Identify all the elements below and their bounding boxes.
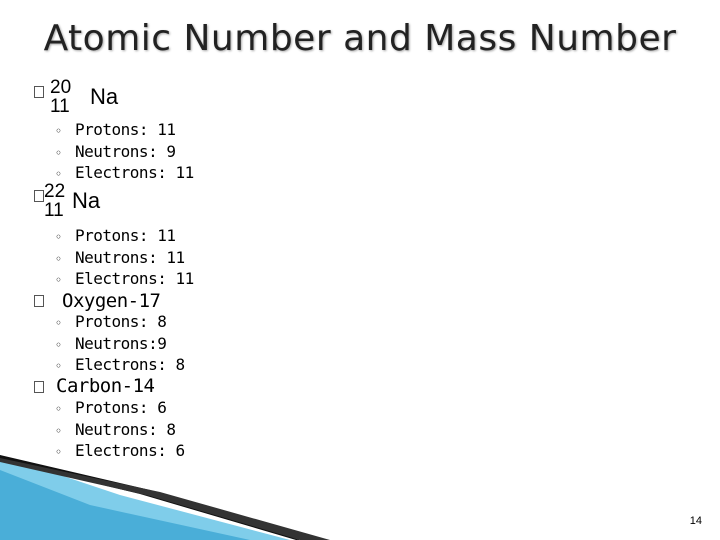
list-item: ◦ Neutrons: 9: [55, 142, 194, 164]
list-item: ◦ Protons: 6: [55, 398, 185, 420]
atomic-number: 11: [44, 200, 64, 221]
list-item: ◦ Protons: 8: [55, 312, 185, 334]
slide-title: Atomic Number and Mass Number: [43, 18, 677, 59]
list-item: ◦ Neutrons: 8: [55, 420, 185, 442]
list-item: ◦ Electrons: 11: [55, 269, 194, 291]
detail-list: [55, 226, 194, 291]
list-item: ◦ Neutrons: 11: [55, 248, 194, 270]
circle-bullet-icon: ◦: [55, 251, 62, 266]
circle-bullet-icon: ◦: [55, 124, 62, 138]
detail-list: [55, 312, 185, 377]
circle-bullet-icon: ◦: [55, 337, 62, 352]
bullet-marker: [34, 381, 44, 393]
mass-number: 20: [50, 77, 72, 98]
mass-number: 22: [44, 181, 66, 202]
list-item: ◦ Neutrons:9: [55, 334, 185, 356]
list-item: ◦ Electrons: 6: [55, 441, 185, 463]
circle-bullet-icon: ◦: [55, 445, 62, 459]
circle-bullet-icon: ◦: [55, 316, 62, 330]
page-number: 14: [689, 515, 702, 527]
element-symbol: Na: [72, 188, 101, 213]
bullet-marker: [34, 295, 44, 307]
circle-bullet-icon: ◦: [55, 167, 62, 181]
bullet-marker: [34, 86, 44, 98]
detail-list: [55, 120, 194, 185]
circle-bullet-icon: ◦: [55, 145, 62, 160]
list-item: ◦ Protons: 11: [55, 226, 194, 248]
circle-bullet-icon: ◦: [55, 359, 62, 373]
element-symbol: Na: [90, 84, 119, 109]
bullet-marker: [34, 190, 44, 202]
detail-list: [55, 398, 185, 463]
list-item: ◦ Electrons: 11: [55, 163, 194, 185]
isotope-label-carbon: Carbon-14: [56, 375, 155, 397]
circle-bullet-icon: ◦: [55, 230, 62, 244]
circle-bullet-icon: ◦: [55, 273, 62, 287]
list-item: ◦ Protons: 11: [55, 120, 194, 142]
circle-bullet-icon: ◦: [55, 402, 62, 416]
isotope-label-oxygen: Oxygen-17: [62, 290, 161, 312]
atomic-number: 11: [50, 96, 70, 117]
circle-bullet-icon: ◦: [55, 423, 62, 438]
list-item: ◦ Electrons: 8: [55, 355, 185, 377]
